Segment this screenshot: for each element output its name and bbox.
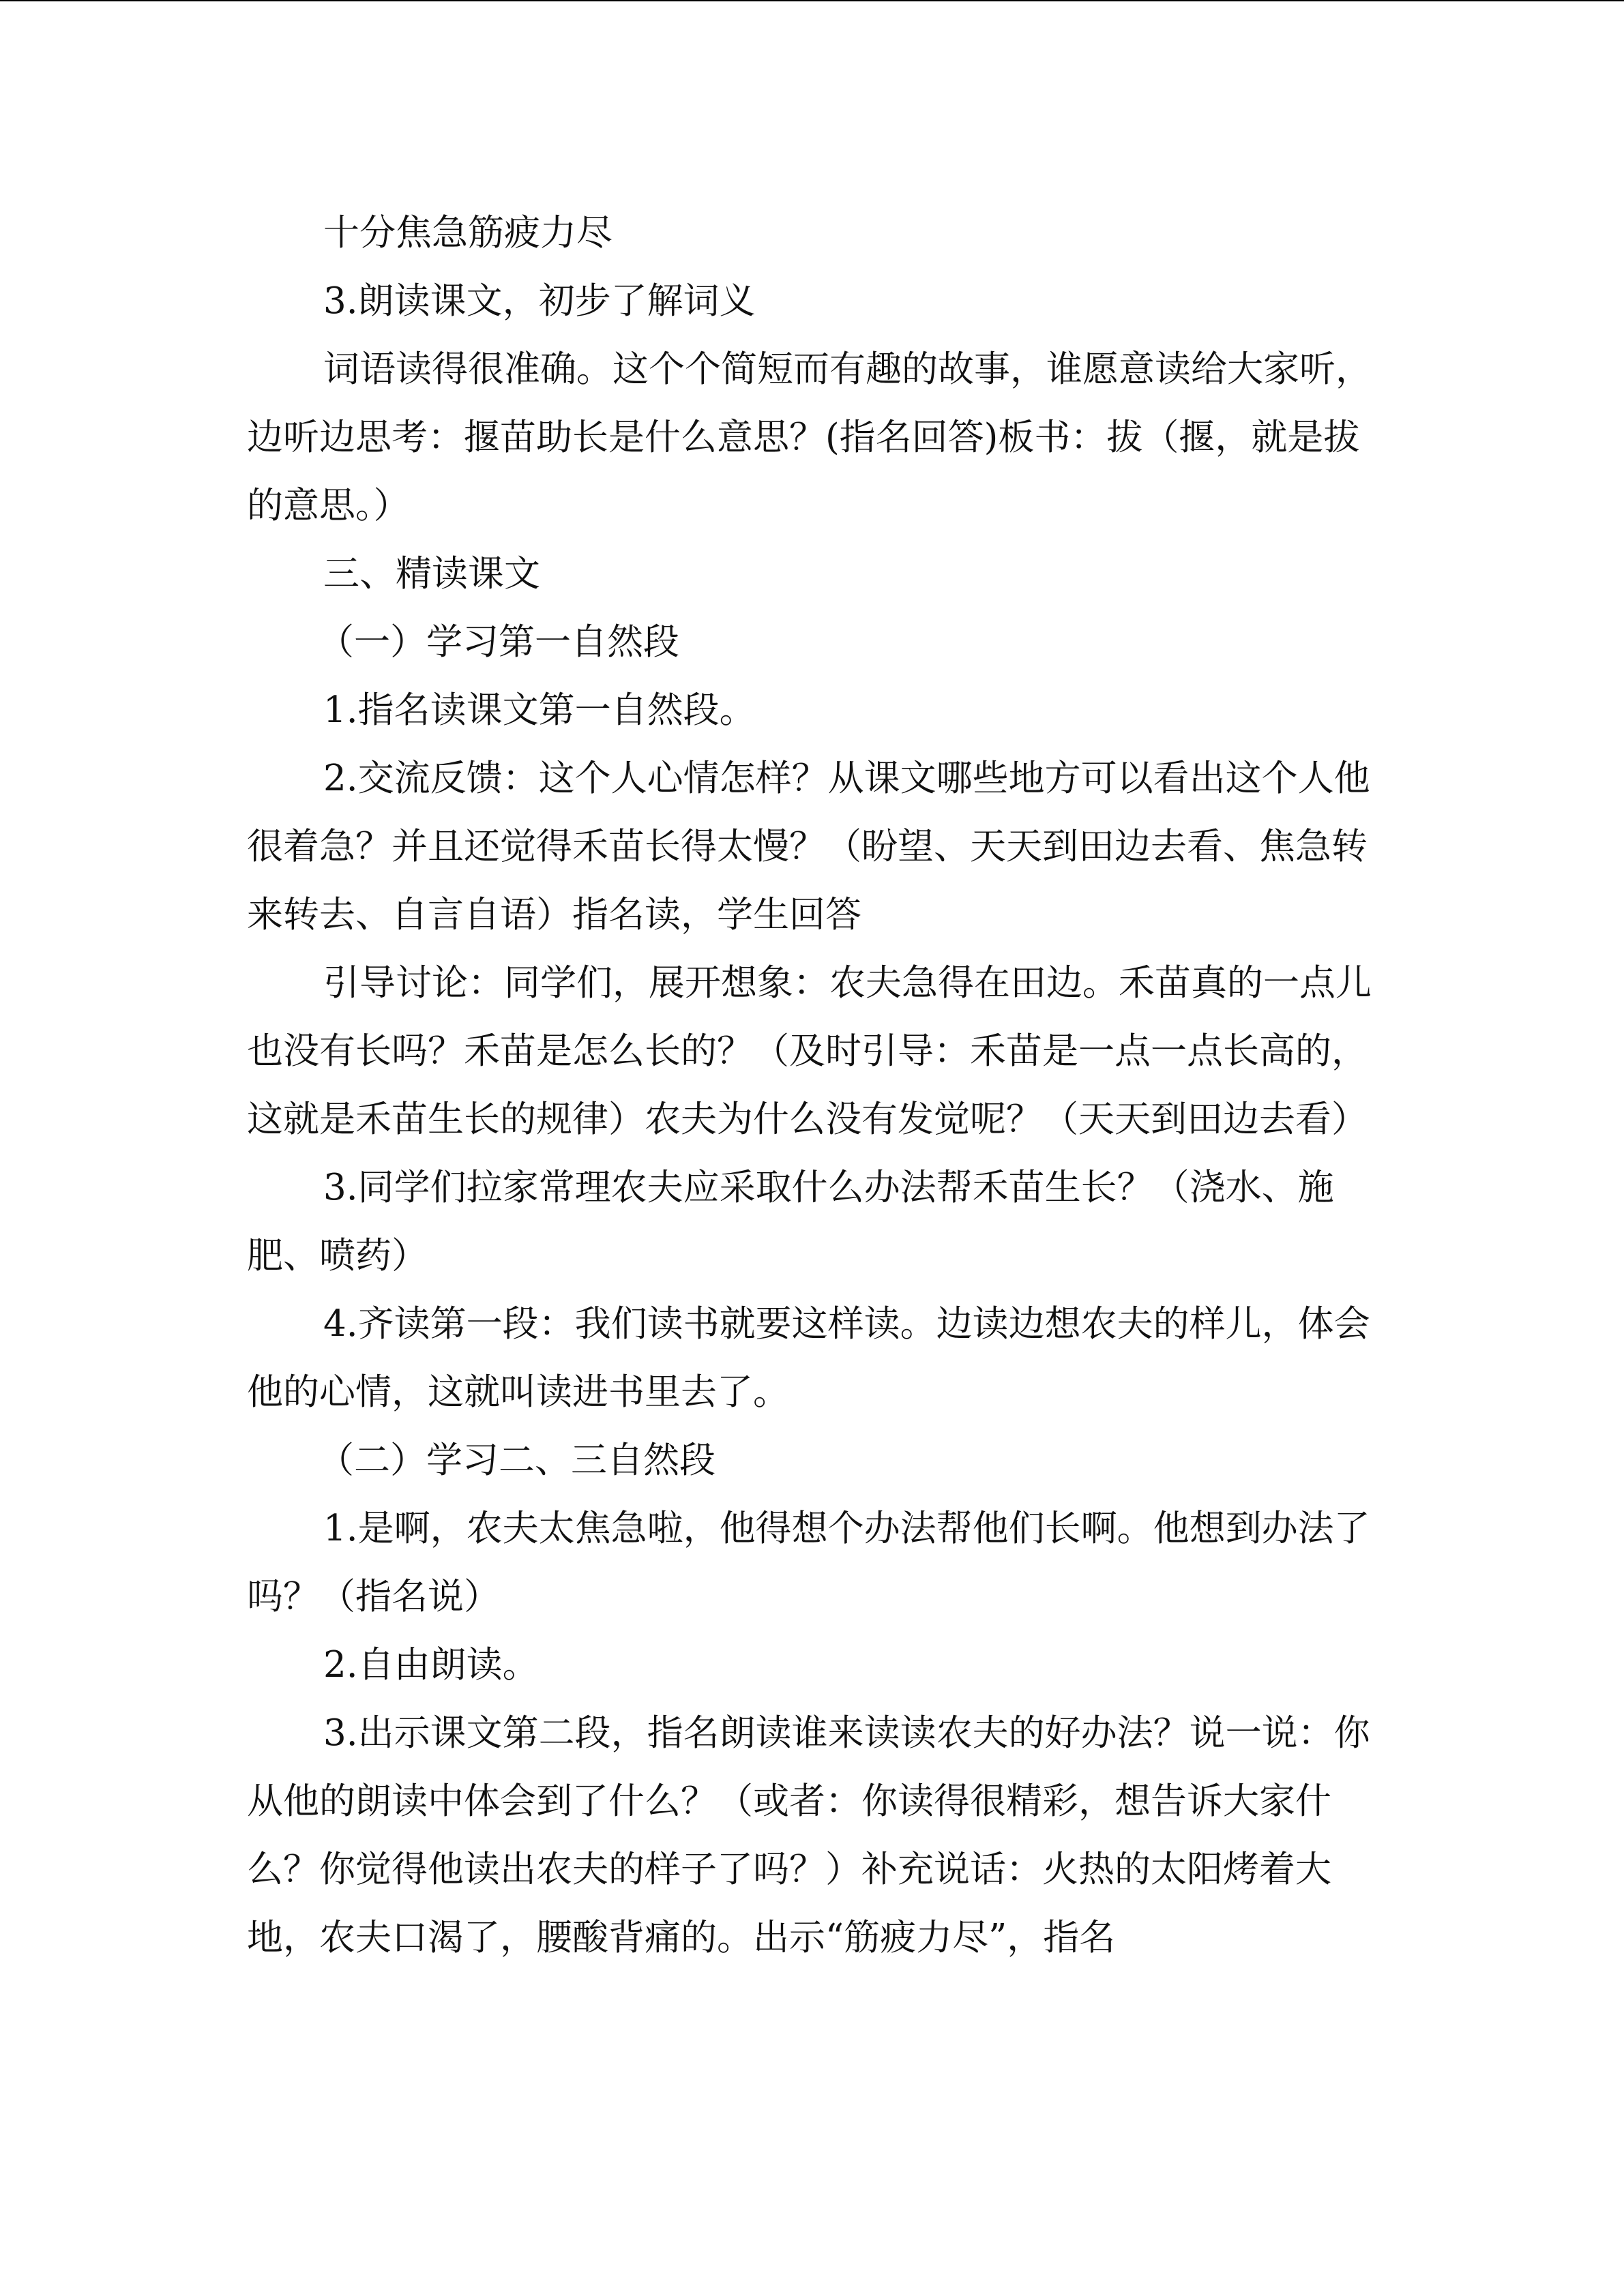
paragraph: 4.齐读第一段：我们读书就要这样读。边读边想农夫的样儿，体会他的心情，这就叫读进书里去了。 <box>247 1303 1370 1413</box>
paragraph: 3.同学们拉家常理农夫应采取什么办法帮禾苗生长？（浇水、施肥、喷药） <box>247 1167 1334 1277</box>
paragraph: 3.出示课文第二段，指名朗读谁来读读农夫的好办法？说一说：你从他的朗读中体会到了什么？（或者：你读得很精彩，想告诉大家什么？你觉得他读出农夫的样子了吗？）补充说话：火热的太阳烤着大地，农夫口渴了，腰酸背痛的。出示“筋疲力尽”，指名 <box>247 1712 1370 1958</box>
paragraph: 1.是啊，农夫太焦急啦，他得想个办法帮他们长啊。他想到办法了吗？（指名说） <box>247 1508 1370 1617</box>
paragraph: 1.指名读课文第一自然段。 <box>323 689 756 731</box>
paragraph: 3.朗读课文，初步了解词义 <box>323 280 756 322</box>
subsection-heading: （一）学习第一自然段 <box>318 621 679 663</box>
document-body <box>247 199 1379 1972</box>
paragraph: 2.自由朗读。 <box>323 1644 539 1686</box>
paragraph: 十分焦急筋疲力尽 <box>323 212 612 254</box>
paragraph: 引导讨论：同学们，展开想象：农夫急得在田边。禾苗真的一点儿也没有长吗？禾苗是怎么长的？（及时引导：禾苗是一点一点长高的，这就是禾苗生长的规律）农夫为什么没有发觉呢？（天天到田边去看） <box>247 962 1372 1140</box>
paragraph: 词语读得很准确。这个个简短而有趣的故事，谁愿意读给大家听，边听边思考：揠苗助长是什么意思？(指名回答)板书：拔（揠，就是拔的意思。） <box>247 348 1372 526</box>
section-heading: 三、精读课文 <box>323 553 540 595</box>
subsection-heading: （二）学习二、三自然段 <box>318 1440 715 1481</box>
paragraph: 2.交流反馈：这个人心情怎样？从课文哪些地方可以看出这个人他很着急？并且还觉得禾苗长得太慢？（盼望、天天到田边去看、焦急转来转去、自言自语）指名读，学生回答 <box>247 758 1370 936</box>
